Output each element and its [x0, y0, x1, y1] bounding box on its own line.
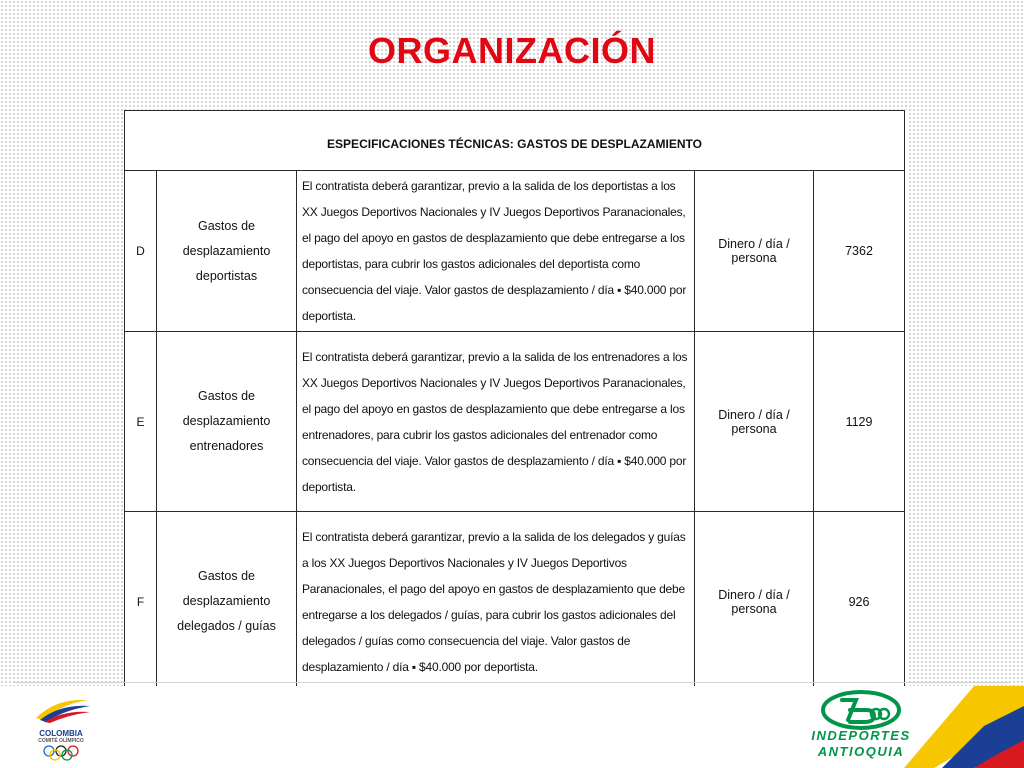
table-row — [125, 332, 905, 512]
olympic-rings-icon — [26, 745, 96, 761]
spec-table-frame — [124, 110, 908, 684]
row-item-name-line2: entrenadores — [189, 439, 264, 453]
row-letter: E — [125, 332, 157, 512]
table-header: ESPECIFICACIONES TÉCNICAS: GASTOS DE DESPLAZAMIENTO — [125, 111, 905, 171]
row-letter: D — [125, 171, 157, 332]
colombia-olympic-committee-logo — [26, 694, 96, 758]
row-item-name — [157, 171, 297, 332]
row-item-name-line2: delegados / guías — [177, 619, 276, 633]
row-letter: F — [125, 512, 157, 692]
row-item-name-line1: Gastos de desplazamiento — [182, 389, 271, 428]
row-description: El contratista deberá garantizar, previo a la salida de los delegados y guías a los XX Juegos Deportivos Nacionales y IV Juegos Deportivos Paranacionales, el pago del apoyo en gastos de desplazamiento que debe entregarse a los delegados / guías, para cubrir los gastos adicionales del delegados / guías como consecuencia del viaje. Valor gastos de desplazamiento / día ▪ $40.000 por deportista. — [297, 512, 695, 692]
slide-title: ORGANIZACIÓN — [368, 30, 656, 71]
spec-table — [124, 110, 905, 692]
row-unit: Dinero / día / persona — [695, 332, 814, 512]
footer-divider — [14, 682, 1010, 683]
flame-swoosh-icon — [26, 694, 96, 724]
indeportes-logo-line1: INDEPORTES — [811, 728, 911, 743]
table-header-row — [125, 111, 905, 171]
row-item-name-line1: Gastos de desplazamiento — [182, 569, 271, 608]
indeportes-antioquia-logo — [776, 690, 946, 764]
coc-logo-line2: COMITÉ OLÍMPICO — [38, 738, 84, 744]
row-item-name-line1: Gastos de desplazamiento — [182, 218, 271, 258]
row-unit: Dinero / día / persona — [695, 171, 814, 332]
row-description: El contratista deberá garantizar, previo a la salida de los deportistas a los XX Juegos Deportivos Nacionales y IV Juegos Deportivos Paranacionales, el pago del apoyo en gastos de desplazamiento que debe entregarse a los deportistas, para cubrir los gastos adicionales del deportista como consecuencia del viaje. Valor gastos de desplazamiento / día ▪ $40.000 por deportista. — [297, 171, 695, 332]
row-unit: Dinero / día / persona — [695, 512, 814, 692]
coc-logo-line1: COLOMBIA — [39, 729, 83, 738]
row-quantity: 926 — [814, 512, 905, 692]
row-item-name — [157, 512, 297, 692]
indeportes-logo-line2: ANTIOQUIA — [817, 744, 905, 759]
row-description: El contratista deberá garantizar, previo a la salida de los entrenadores a los XX Juegos Deportivos Nacionales y IV Juegos Deportivos Paranacionales, el pago del apoyo en gastos de desplazamiento que debe entregarse a los entrenadores, para cubrir los gastos adicionales del entrenador como consecuencia del viaje. Valor gastos de desplazamiento / día ▪ $40.000 por deportista. — [297, 332, 695, 512]
row-item-name — [157, 332, 297, 512]
indeportes-emblem-icon — [776, 690, 946, 730]
row-quantity: 7362 — [814, 171, 905, 332]
table-row — [125, 171, 905, 332]
row-item-name-line2: deportistas — [195, 268, 258, 283]
row-quantity: 1129 — [814, 332, 905, 512]
table-row — [125, 512, 905, 692]
